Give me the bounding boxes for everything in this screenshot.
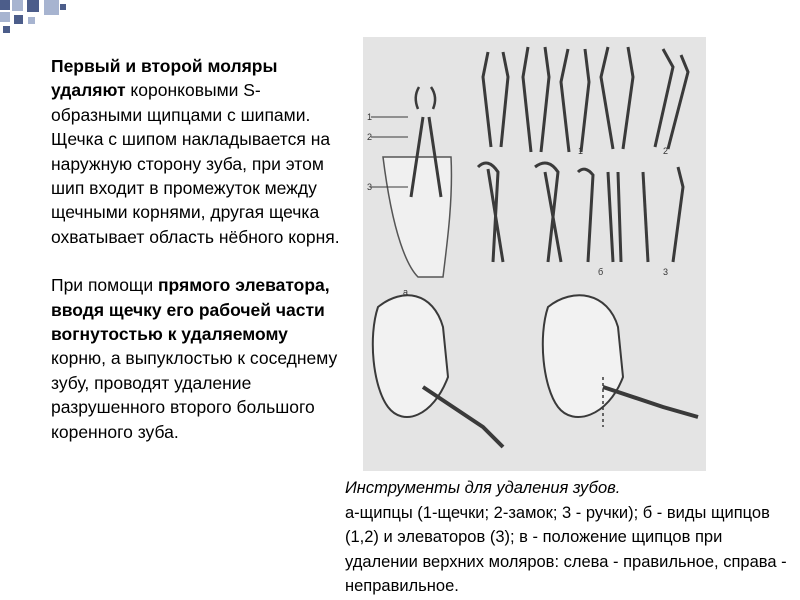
paragraph-elevator: [51, 273, 341, 444]
decorative-squares: [0, 0, 80, 40]
caption-title: Инструменты для удаления зубов.: [345, 479, 621, 497]
figure-label: а: [403, 287, 409, 297]
caption-body: а-щипцы (1-щечки; 2-замок; 3 - ручки); б - виды щипцов (1,2) и элеваторов (3); в - положение щипцов при удалении верхних моляров: слева - правильное, справа - неправильное.: [345, 503, 787, 596]
deco-square: [12, 0, 23, 11]
paragraph-elevator-rest: корню, а выпуклостью к соседнему зубу, проводят удаление разрушенного второго большого коренного зуба.: [51, 348, 338, 442]
deco-square: [60, 4, 66, 10]
paragraph-molars: [51, 54, 341, 249]
paragraph-molars-rest: коронковыми S-образными щипцами с шипами. Щечка с шипом накладывается на наружную сторону зуба, при этом шип входит в промежуток между щечными корнями, другая щечка охватывает область нёбного корня.: [51, 80, 340, 247]
deco-square: [28, 17, 35, 24]
paragraph-elevator-bold: прямого элеватора, вводя щечку его рабочей части вогнутостью к удаляемому: [51, 275, 330, 345]
forceps-top-row-illustration: [483, 47, 688, 152]
figure-label: 1: [578, 146, 584, 156]
figure-label: 1: [367, 112, 373, 122]
deco-square: [44, 0, 59, 15]
paragraph-elevator-start: При помощи: [51, 275, 158, 296]
main-text: [51, 54, 341, 444]
skull-illustrations: [373, 295, 698, 447]
paragraph-molars-bold: Первый и второй моляры удаляют: [51, 56, 278, 101]
forceps-middle-row-illustration: [478, 163, 683, 262]
figure-label: 2: [663, 146, 669, 156]
forceps-in-hand-illustration: [371, 87, 451, 277]
figure-label: 2: [367, 132, 373, 142]
instruments-figure: [363, 37, 706, 471]
deco-square: [14, 15, 23, 24]
figure-label: 3: [663, 267, 669, 277]
deco-square: [27, 0, 39, 12]
deco-square: [3, 26, 10, 33]
deco-square: [0, 0, 10, 10]
figure-label: б: [598, 267, 604, 277]
deco-square: [0, 12, 10, 22]
figure-caption: [345, 476, 795, 599]
figure-label: 3: [367, 182, 373, 192]
